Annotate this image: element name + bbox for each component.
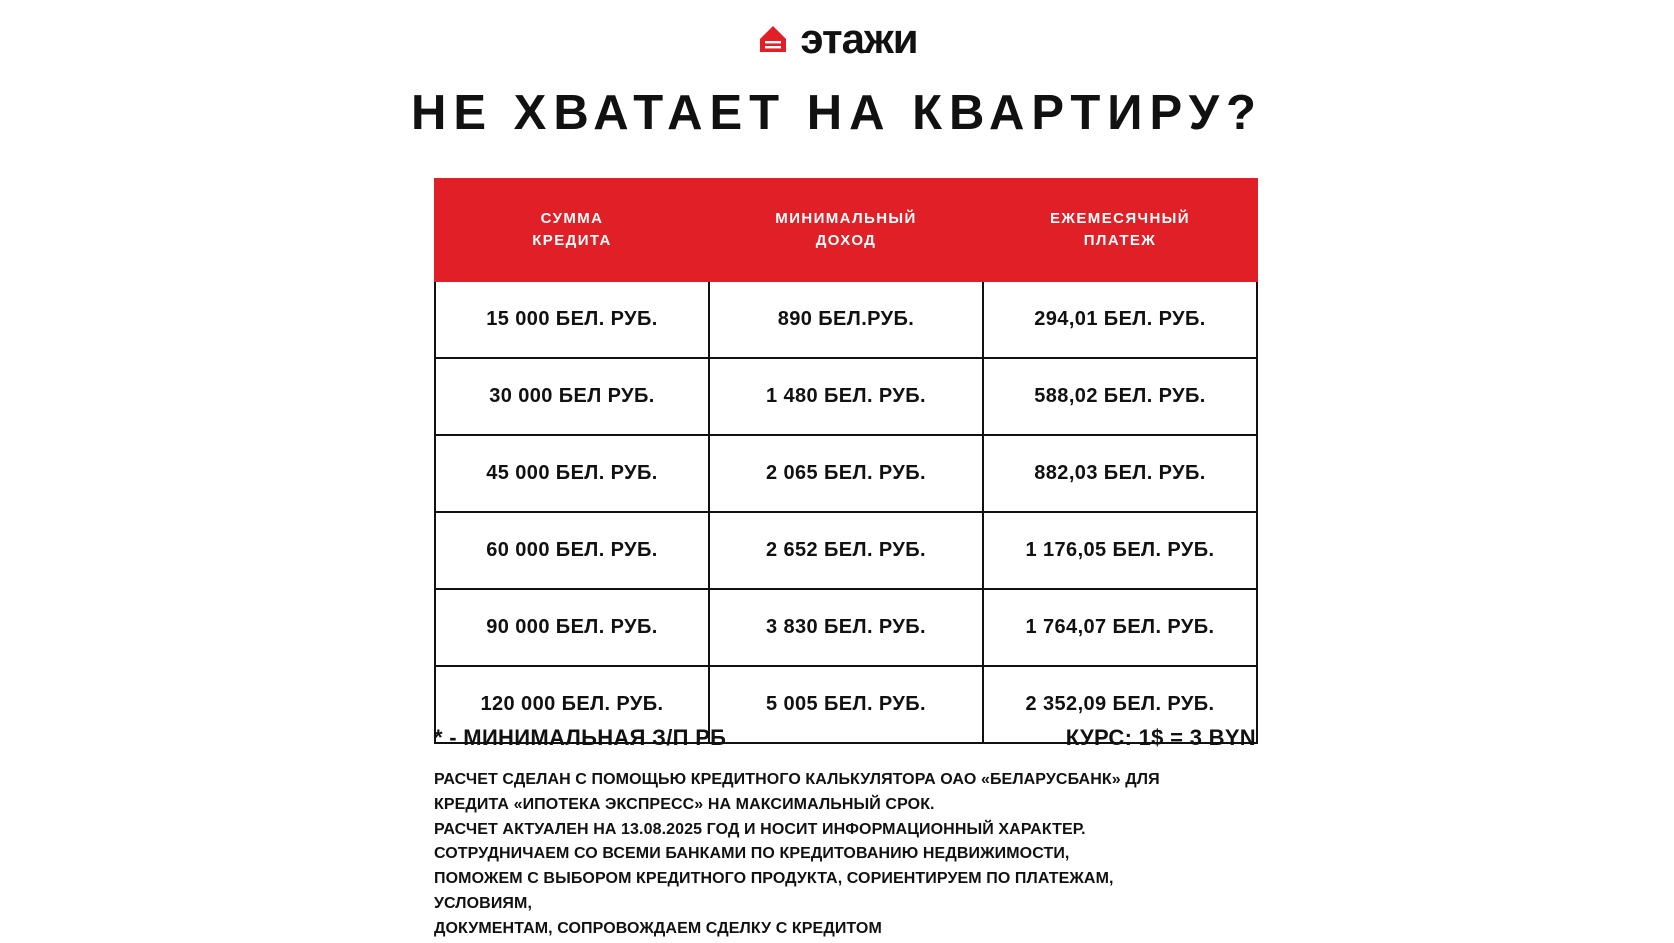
note-minimum-salary: * - МИНИМАЛЬНАЯ З/П РБ: [434, 725, 727, 750]
cell-loan-amount: 120 000 БЕЛ. РУБ.: [435, 666, 709, 743]
notes-row: [434, 725, 1256, 751]
column-header-line2: КРЕДИТА: [532, 232, 612, 249]
building-icon: [756, 22, 790, 56]
cell-min-income: 2 065 БЕЛ. РУБ.: [709, 435, 983, 512]
table-row: [435, 589, 1257, 666]
cell-loan-amount: 15 000 БЕЛ. РУБ.: [435, 281, 709, 358]
table-header-row: [435, 179, 1257, 281]
disclaimer-line: СОТРУДНИЧАЕМ СО ВСЕМИ БАНКАМИ ПО КРЕДИТОВАНИЮ НЕДВИЖИМОСТИ,: [434, 845, 1070, 863]
cell-min-income: 2 652 БЕЛ. РУБ.: [709, 512, 983, 589]
note-exchange-rate: КУРС: 1$ = 3 BYN: [1065, 725, 1256, 750]
column-header-monthly-payment: [983, 179, 1257, 281]
disclaimer-block: [434, 768, 1264, 942]
cell-min-income: 3 830 БЕЛ. РУБ.: [709, 589, 983, 666]
cell-min-income: 890 БЕЛ.РУБ.: [709, 281, 983, 358]
cell-loan-amount: 90 000 БЕЛ. РУБ.: [435, 589, 709, 666]
column-header-line1: СУММА: [540, 210, 604, 228]
table-row: [435, 435, 1257, 512]
cell-loan-amount: 45 000 БЕЛ. РУБ.: [435, 435, 709, 512]
logo-wordmark: этажи: [800, 15, 918, 62]
cell-monthly-payment: 294,01 БЕЛ. РУБ.: [983, 281, 1257, 358]
disclaimer-line: КРЕДИТА «ИПОТЕКА ЭКСПРЕСС» НА МАКСИМАЛЬНЫЙ СРОК.: [434, 795, 935, 813]
cell-min-income: 5 005 БЕЛ. РУБ.: [709, 666, 983, 743]
disclaimer-line: УСЛОВИЯМ,: [434, 894, 533, 912]
column-header-min-income: [709, 179, 983, 281]
table-row: [435, 512, 1257, 589]
cell-monthly-payment: 2 352,09 БЕЛ. РУБ.: [983, 666, 1257, 743]
logo-group: [756, 15, 918, 62]
table-row: [435, 281, 1257, 358]
disclaimer-line: РАСЧЕТ СДЕЛАН С ПОМОЩЬЮ КРЕДИТНОГО КАЛЬКУЛЯТОРА ОАО «БЕЛАРУСБАНК» ДЛЯ: [434, 771, 1160, 788]
page-title: НЕ ХВАТАЕТ НА КВАРТИРУ?: [411, 86, 1263, 140]
cell-min-income: 1 480 БЕЛ. РУБ.: [709, 358, 983, 435]
credit-table-wrapper: [434, 178, 1256, 744]
column-header-loan-amount: [435, 179, 709, 281]
column-header-line1: МИНИМАЛЬНЫЙ: [775, 210, 917, 228]
cell-monthly-payment: 1 176,05 БЕЛ. РУБ.: [983, 512, 1257, 589]
disclaimer-line: РАСЧЕТ АКТУАЛЕН НА 13.08.2025 ГОД И НОСИТ ИНФОРМАЦИОННЫЙ ХАРАКТЕР.: [434, 820, 1086, 838]
table-row: [435, 358, 1257, 435]
cell-monthly-payment: 1 764,07 БЕЛ. РУБ.: [983, 589, 1257, 666]
column-header-line2: ДОХОД: [815, 232, 877, 249]
column-header-line2: ПЛАТЕЖ: [1083, 232, 1157, 249]
disclaimer-line: ДОКУМЕНТАМ, СОПРОВОЖДАЕМ СДЕЛКУ С КРЕДИТОМ: [434, 919, 882, 937]
cell-loan-amount: 60 000 БЕЛ. РУБ.: [435, 512, 709, 589]
cell-monthly-payment: 588,02 БЕЛ. РУБ.: [983, 358, 1257, 435]
column-header-line1: ЕЖЕМЕСЯЧНЫЙ: [1050, 210, 1190, 228]
credit-table: [434, 178, 1258, 744]
cell-loan-amount: 30 000 БЕЛ РУБ.: [435, 358, 709, 435]
cell-monthly-payment: 882,03 БЕЛ. РУБ.: [983, 435, 1257, 512]
disclaimer-line: ПОМОЖЕМ С ВЫБОРОМ КРЕДИТНОГО ПРОДУКТА, СОРИЕНТИРУЕМ ПО ПЛАТЕЖАМ,: [434, 870, 1114, 888]
brand-logo: [0, 15, 1674, 62]
